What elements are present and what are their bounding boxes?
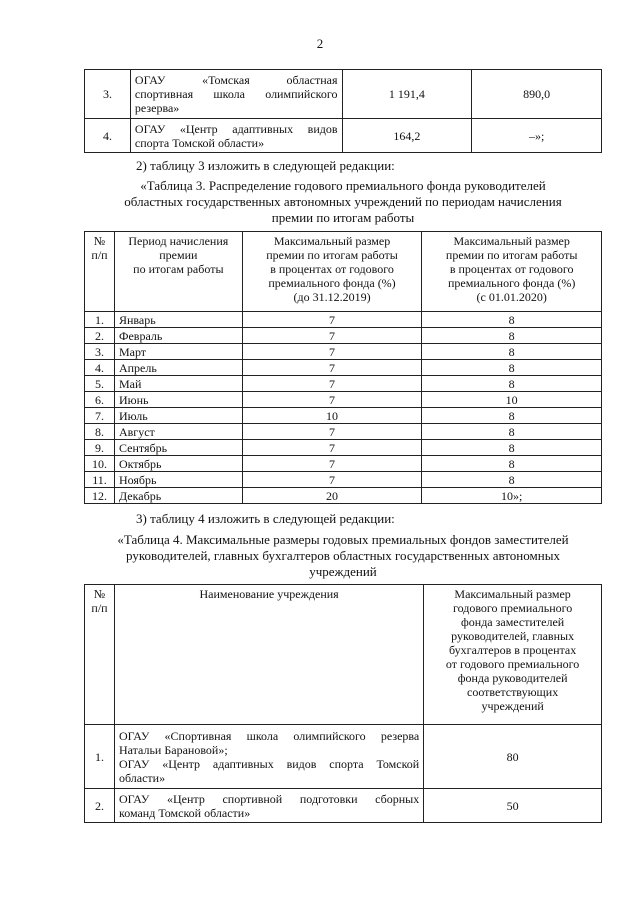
header-line: п/п <box>91 248 108 262</box>
header-max-old <box>242 232 422 312</box>
new-percent-cell: 8 <box>422 344 602 360</box>
header-line: Максимальный размер <box>454 587 571 601</box>
new-percent-cell: 8 <box>422 312 602 328</box>
row-number: 4. <box>85 119 131 153</box>
table-row <box>85 472 602 488</box>
table-3-title <box>84 178 602 226</box>
old-percent-cell: 7 <box>242 440 422 456</box>
item-2-paragraph: 2) таблицу 3 изложить в следующей редакции: <box>136 158 395 173</box>
value-cell: 50 <box>424 789 602 823</box>
value-cell: 1 191,4 <box>342 70 472 119</box>
table-header-row <box>85 585 602 725</box>
old-percent-cell: 7 <box>242 312 422 328</box>
header-num <box>85 585 115 725</box>
month-cell: Август <box>114 424 242 440</box>
table-row <box>85 440 602 456</box>
item-3-paragraph: 3) таблицу 4 изложить в следующей редакции: <box>136 511 395 526</box>
header-line: от годового премиального <box>445 657 580 671</box>
old-percent-cell: 7 <box>242 328 422 344</box>
header-line: п/п <box>91 601 108 615</box>
header-line: в процентах от годового <box>449 262 574 276</box>
header-line: руководителей, главных <box>451 629 575 643</box>
title-line: областных государственных автономных учреждений по периодам начисления <box>124 194 562 209</box>
month-cell: Январь <box>114 312 242 328</box>
name-line: Натальи Барановой»; <box>118 742 228 757</box>
header-num <box>85 232 115 312</box>
month-cell: Февраль <box>114 328 242 344</box>
name-line: ОГАУ «Томская областная <box>134 73 338 87</box>
header-max-new <box>422 232 602 312</box>
header-line: премии по итогам работы <box>445 248 578 262</box>
row-number: 1. <box>85 725 115 789</box>
month-cell: Июнь <box>114 392 242 408</box>
value-cell: 80 <box>424 725 602 789</box>
table-row <box>85 392 602 408</box>
header-line: премиального фонда (%) <box>268 276 396 290</box>
row-number: 12. <box>85 488 115 504</box>
name-line: ОГАУ «Центр адаптивных видов спорта Томской <box>118 756 420 771</box>
header-line: фонда заместителей <box>461 615 565 629</box>
table-2-continuation <box>84 69 602 153</box>
institution-name <box>114 789 423 823</box>
table-row <box>85 424 602 440</box>
new-percent-cell: 10 <box>422 392 602 408</box>
title-line: руководителей, главных бухгалтеров областных государственных автономных <box>126 548 560 563</box>
value-cell: –»; <box>472 119 602 153</box>
table-row <box>85 360 602 376</box>
table-row <box>85 408 602 424</box>
table-row <box>85 119 602 153</box>
row-number: 5. <box>85 376 115 392</box>
table-row <box>85 312 602 328</box>
name-line: резерва» <box>134 101 180 115</box>
title-line: учреждений <box>309 564 377 579</box>
row-number: 3. <box>85 70 131 119</box>
header-line: годового премиального <box>452 601 573 615</box>
title-line: «Таблица 3. Распределение годового премиального фонда руководителей <box>140 178 546 193</box>
row-number: 6. <box>85 392 115 408</box>
table-row <box>85 789 602 823</box>
title-line: премии по итогам работы <box>271 210 415 225</box>
institution-name <box>130 119 342 153</box>
header-line: учреждений <box>481 699 544 713</box>
row-number: 4. <box>85 360 115 376</box>
old-percent-cell: 7 <box>242 456 422 472</box>
header-line: фонда руководителей <box>457 671 568 685</box>
table-row <box>85 344 602 360</box>
name-line: ОГАУ «Центр адаптивных видов <box>134 121 338 136</box>
header-institution: Наименование учреждения <box>114 585 423 725</box>
table-row <box>85 488 602 504</box>
row-number: 2. <box>85 789 115 823</box>
table-3 <box>84 231 602 504</box>
header-line: премиального фонда (%) <box>448 276 576 290</box>
header-line: (до 31.12.2019) <box>293 290 371 304</box>
value-cell: 164,2 <box>342 119 472 153</box>
table-row <box>85 376 602 392</box>
row-number: 8. <box>85 424 115 440</box>
header-line: соответствующих <box>467 685 559 699</box>
table-row <box>85 725 602 789</box>
row-number: 11. <box>85 472 115 488</box>
old-percent-cell: 7 <box>242 472 422 488</box>
new-percent-cell: 8 <box>422 440 602 456</box>
month-cell: Сентябрь <box>114 440 242 456</box>
month-cell: Март <box>114 344 242 360</box>
new-percent-cell: 8 <box>422 376 602 392</box>
row-number: 9. <box>85 440 115 456</box>
header-line: бухгалтеров в процентах <box>449 643 577 657</box>
old-percent-cell: 7 <box>242 392 422 408</box>
institution-name <box>130 70 342 119</box>
name-line: спорта Томской области» <box>134 135 265 150</box>
new-percent-cell: 8 <box>422 456 602 472</box>
header-line: по итогам работы <box>133 262 224 276</box>
old-percent-cell: 7 <box>242 376 422 392</box>
name-line: команд Томской области» <box>118 805 251 820</box>
name-line: ОГАУ «Центр спортивной подготовки сборных <box>118 791 420 806</box>
row-number: 3. <box>85 344 115 360</box>
header-line: премии по итогам работы <box>266 248 398 262</box>
old-percent-cell: 10 <box>242 408 422 424</box>
month-cell: Июль <box>114 408 242 424</box>
header-line: (с 01.01.2020) <box>476 290 547 304</box>
new-percent-cell: 8 <box>422 424 602 440</box>
page-number: 2 <box>316 36 324 51</box>
month-cell: Май <box>114 376 242 392</box>
table-header-row <box>85 232 602 312</box>
header-line: Максимальный размер <box>273 234 391 248</box>
header-line: премии <box>159 248 198 262</box>
name-line: ОГАУ «Спортивная школа олимпийского резерва <box>118 728 420 743</box>
new-percent-cell: 8 <box>422 328 602 344</box>
table-3-body <box>85 312 602 504</box>
value-cell: 890,0 <box>472 70 602 119</box>
month-cell: Апрель <box>114 360 242 376</box>
title-line: «Таблица 4. Максимальные размеры годовых премиальных фондов заместителей <box>117 532 569 547</box>
header-max <box>424 585 602 725</box>
header-line: Период начисления <box>128 234 229 248</box>
row-number: 7. <box>85 408 115 424</box>
table-4 <box>84 584 602 823</box>
new-percent-cell: 8 <box>422 360 602 376</box>
new-percent-cell: 8 <box>422 408 602 424</box>
row-number: 2. <box>85 328 115 344</box>
header-line: Максимальный размер <box>453 234 570 248</box>
new-percent-cell: 8 <box>422 472 602 488</box>
header-line: № <box>93 234 106 248</box>
header-line: в процентах от годового <box>270 262 394 276</box>
table-row <box>85 456 602 472</box>
old-percent-cell: 20 <box>242 488 422 504</box>
table-row <box>85 328 602 344</box>
old-percent-cell: 7 <box>242 424 422 440</box>
month-cell: Декабрь <box>114 488 242 504</box>
header-period <box>114 232 242 312</box>
table-row <box>85 70 602 119</box>
old-percent-cell: 7 <box>242 344 422 360</box>
name-line: области» <box>118 770 166 785</box>
table-4-title <box>84 532 602 580</box>
name-line: спортивная школа олимпийского <box>134 87 338 101</box>
header-line: № <box>93 587 106 601</box>
row-number: 10. <box>85 456 115 472</box>
new-percent-cell: 10»; <box>422 488 602 504</box>
month-cell: Октябрь <box>114 456 242 472</box>
row-number: 1. <box>85 312 115 328</box>
institution-name <box>114 725 423 789</box>
month-cell: Ноябрь <box>114 472 242 488</box>
old-percent-cell: 7 <box>242 360 422 376</box>
